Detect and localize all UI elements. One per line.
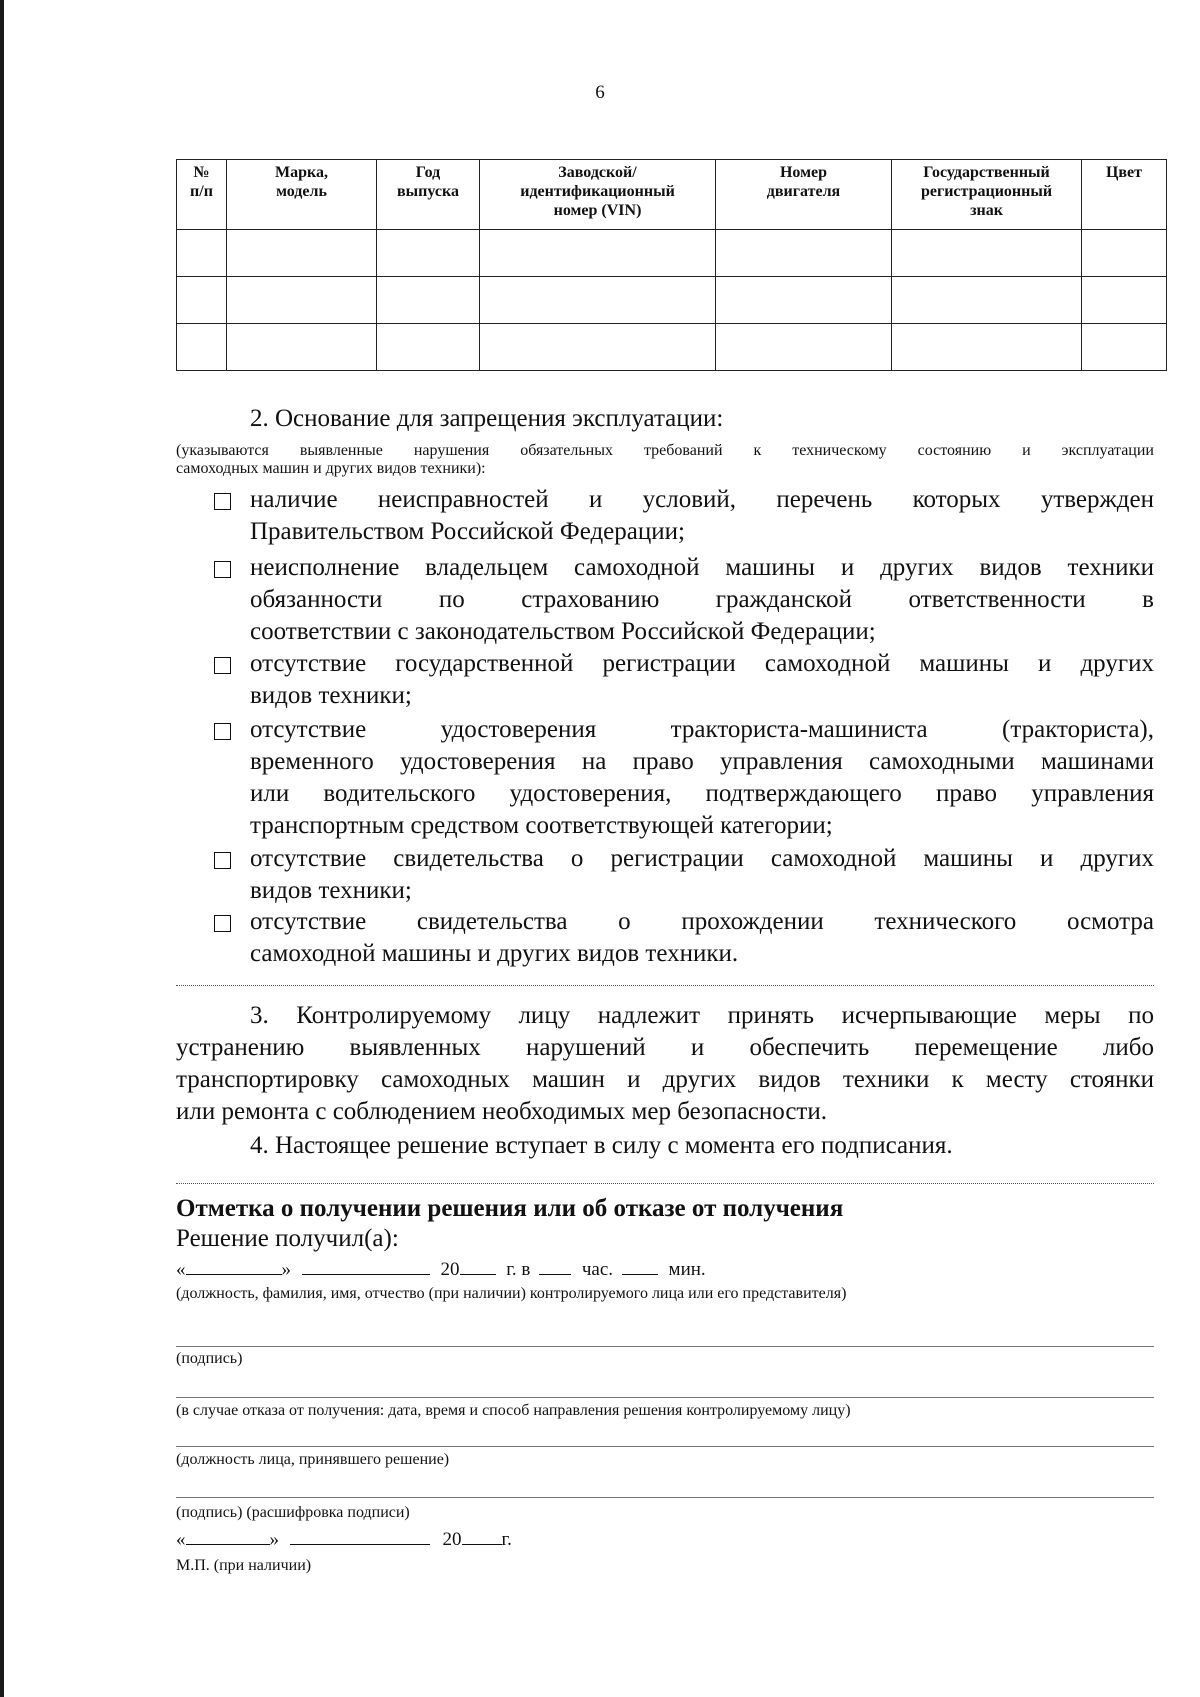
table-cell[interactable] xyxy=(892,324,1082,371)
reason-item-text: отсутствие свидетельства о регистрации самоходной машины и других xyxy=(250,845,1154,872)
checkbox-icon[interactable] xyxy=(214,723,231,740)
reason-item-text: отсутствие государственной регистрации самоходной машины и других xyxy=(250,650,1154,677)
day-field[interactable] xyxy=(186,1256,282,1275)
minute-field[interactable] xyxy=(622,1256,658,1275)
reason-item-text: Правительством Российской Федерации; xyxy=(250,518,685,545)
final-date-row xyxy=(176,1526,512,1551)
received-date-row xyxy=(176,1256,706,1281)
reason-item-text: отсутствие свидетельства о прохождении технического осмотра xyxy=(250,908,1154,935)
table-cell[interactable] xyxy=(227,324,377,371)
section2-note-line2: самоходных машин и других видов техники): xyxy=(176,460,486,477)
refusal-line[interactable] xyxy=(176,1397,1154,1398)
hour-label: час. xyxy=(581,1259,614,1280)
scan-edge xyxy=(0,0,4,1697)
reason-item-text: обязанности по страхованию гражданской ответственности в xyxy=(250,586,1154,613)
stamp-label: М.П. (при наличии) xyxy=(176,1557,312,1574)
checkbox-icon[interactable] xyxy=(214,493,231,510)
table-cell[interactable] xyxy=(177,230,227,277)
reason-item-text: видов техники; xyxy=(250,877,412,904)
section3-line: или ремонта с соблюдением необходимых мер безопасности. xyxy=(176,1098,827,1125)
minute-label: мин. xyxy=(668,1259,706,1280)
table-header-cell: Государственный регистрационный знак xyxy=(892,160,1082,230)
checkbox-icon[interactable] xyxy=(214,852,231,869)
vehicle-table xyxy=(176,159,1167,371)
caption-official: (должность лица, принявшего решение) xyxy=(176,1451,450,1468)
reason-item-text: временного удостоверения на право управления самоходными машинами xyxy=(250,748,1154,775)
divider xyxy=(176,1183,1154,1184)
reason-item-text: самоходной машины и других видов техники. xyxy=(250,940,739,967)
section4-text: 4. Настоящее решение вступает в силу с момента его подписания. xyxy=(250,1132,953,1159)
final-year-field[interactable] xyxy=(462,1526,502,1545)
quote-close: » xyxy=(269,1529,279,1550)
sign-decode-line[interactable] xyxy=(176,1497,1154,1498)
caption-person: (должность, фамилия, имя, отчество (при наличии) контролируемого лица или его представителя) xyxy=(176,1285,847,1302)
official-line[interactable] xyxy=(176,1446,1154,1447)
table-cell[interactable] xyxy=(716,324,892,371)
table-row xyxy=(177,230,1167,277)
table-cell[interactable] xyxy=(1082,230,1167,277)
table-cell[interactable] xyxy=(227,277,377,324)
year-field[interactable] xyxy=(460,1256,496,1275)
received-label: Решение получил(а): xyxy=(176,1225,399,1252)
table-header-row xyxy=(177,160,1167,230)
quote-close: » xyxy=(281,1259,291,1280)
section2-title: 2. Основание для запрещения эксплуатации: xyxy=(250,405,724,432)
reason-item-text: транспортным средством соответствующей категории; xyxy=(250,812,833,839)
table-row xyxy=(177,277,1167,324)
table-header-cell: № п/п xyxy=(177,160,227,230)
table-cell[interactable] xyxy=(377,230,480,277)
signature-line[interactable] xyxy=(176,1346,1154,1347)
month-field[interactable] xyxy=(302,1256,430,1275)
page-number: 6 xyxy=(595,82,605,103)
table-cell[interactable] xyxy=(377,277,480,324)
quote-open: « xyxy=(176,1259,186,1280)
table-cell[interactable] xyxy=(892,277,1082,324)
final-month-field[interactable] xyxy=(290,1526,430,1545)
final-year-prefix: 20 xyxy=(442,1529,462,1550)
section3-line: устранению выявленных нарушений и обеспечить перемещение либо xyxy=(176,1034,1154,1061)
reason-item-text: неисполнение владельцем самоходной машины и других видов техники xyxy=(250,554,1154,581)
section3-paragraph xyxy=(176,1000,1154,1128)
table-header-cell: Номер двигателя xyxy=(716,160,892,230)
year-prefix: 20 xyxy=(440,1259,460,1280)
table-cell[interactable] xyxy=(227,230,377,277)
final-day-field[interactable] xyxy=(186,1526,270,1545)
caption-sign-decode: (подпись) (расшифровка подписи) xyxy=(176,1504,410,1521)
table-cell[interactable] xyxy=(892,230,1082,277)
table-cell[interactable] xyxy=(716,277,892,324)
table-header-cell: Год выпуска xyxy=(377,160,480,230)
year-suffix: г. в xyxy=(506,1259,531,1280)
checkbox-icon[interactable] xyxy=(214,657,231,674)
table-cell[interactable] xyxy=(177,324,227,371)
reason-item-text: или водительского удостоверения, подтверждающего право управления xyxy=(250,780,1154,807)
section3-line: транспортировку самоходных машин и других видов техники к месту стоянки xyxy=(176,1066,1154,1093)
section2-note-line1: (указываются выявленные нарушения обязательных требований к техническому состоянию и эксплуатации xyxy=(176,442,1154,459)
table-cell[interactable] xyxy=(480,277,716,324)
caption-refusal: (в случае отказа от получения: дата, время и способ направления решения контролируемому лицу) xyxy=(176,1402,851,1419)
table-cell[interactable] xyxy=(480,230,716,277)
reason-item-text: соответствии с законодательством Российской Федерации; xyxy=(250,618,876,645)
section3-line: 3. Контролируемому лицу надлежит принять исчерпывающие меры по xyxy=(250,1002,1154,1029)
table-cell[interactable] xyxy=(716,230,892,277)
table-header-cell: Заводской/ идентификационный номер (VIN) xyxy=(480,160,716,230)
table-header-cell: Марка, модель xyxy=(227,160,377,230)
receipt-heading: Отметка о получении решения или об отказе от получения xyxy=(176,1195,844,1222)
table-cell[interactable] xyxy=(1082,277,1167,324)
caption-signature: (подпись) xyxy=(176,1350,243,1367)
final-year-suffix: г. xyxy=(501,1529,512,1550)
table-cell[interactable] xyxy=(480,324,716,371)
table-header-cell: Цвет xyxy=(1082,160,1167,230)
table-cell[interactable] xyxy=(177,277,227,324)
reason-item-text: видов техники; xyxy=(250,682,412,709)
quote-open: « xyxy=(176,1529,186,1550)
reason-item-text: отсутствие удостоверения тракториста-машиниста (тракториста), xyxy=(250,716,1154,743)
hour-field[interactable] xyxy=(539,1256,571,1275)
table-cell[interactable] xyxy=(1082,324,1167,371)
checkbox-icon[interactable] xyxy=(214,561,231,578)
reason-item-text: наличие неисправностей и условий, перечень которых утвержден xyxy=(250,486,1154,513)
table-row xyxy=(177,324,1167,371)
checkbox-icon[interactable] xyxy=(214,915,231,932)
table-cell[interactable] xyxy=(377,324,480,371)
divider xyxy=(176,985,1154,986)
